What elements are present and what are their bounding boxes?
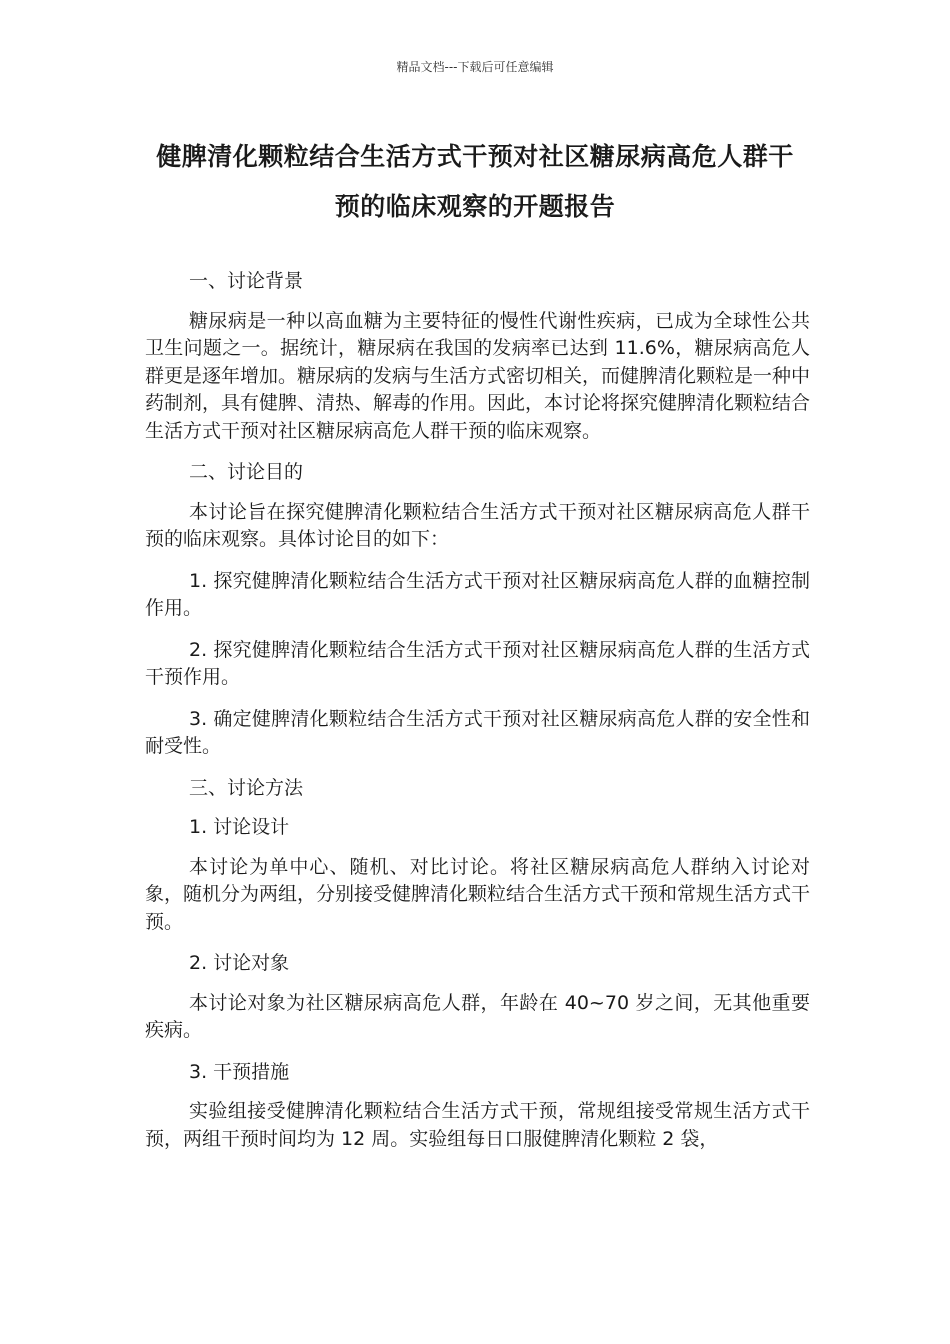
list-item-purpose-1: 1. 探究健脾清化颗粒结合生活方式干预对社区糖尿病高危人群的血糖控制作用。 [145,569,810,619]
paragraph-background: 糖尿病是一种以高血糖为主要特征的慢性代谢性疾病，已成为全球性公共卫生问题之一。据统计，糖尿病在我国的发病率已达到 11.6%，糖尿病高危人群更是逐年增加。糖尿病的发病与生活方式密切相关，而健脾清化颗粒是一种中药制剂，具有健脾、清热、解毒的作用。因此，本讨论将探究健脾清化颗粒结合生活方式干预对社区糖尿病高危人群干预的临床观察。 [145,309,811,442]
section-heading-purpose: 二、讨论目的 [189,461,304,483]
document-body [145,268,810,1167]
section-heading-method: 三、讨论方法 [189,776,304,799]
document-title: 健脾清化颗粒结合生活方式干预对社区糖尿病高危人群干预的临床观察的开题报告 [156,142,794,221]
subheading-design: 1. 讨论设计 [189,816,290,838]
subheading-subjects: 2. 讨论对象 [189,952,290,974]
paragraph-intervention: 实验组接受健脾清化颗粒结合生活方式干预，常规组接受常规生活方式干预，两组干预时间均为 12 周。实验组每日口服健脾清化颗粒 2 袋， [145,1100,810,1150]
section-heading-background: 一、讨论背景 [189,270,304,292]
subheading-intervention: 3. 干预措施 [189,1060,290,1083]
page-header: 精品文档---下载后可任意编辑 [396,60,554,74]
list-item-purpose-2: 2. 探究健脾清化颗粒结合生活方式干预对社区糖尿病高危人群的生活方式干预作用。 [145,638,810,688]
paragraph-design: 本讨论为单中心、随机、对比讨论。将社区糖尿病高危人群纳入讨论对象，随机分为两组，分别接受健脾清化颗粒结合生活方式干预和常规生活方式干预。 [145,855,811,933]
paragraph-purpose: 本讨论旨在探究健脾清化颗粒结合生活方式干预对社区糖尿病高危人群干预的临床观察。具体讨论目的如下： [145,500,810,550]
paragraph-subjects: 本讨论对象为社区糖尿病高危人群，年龄在 40~70 岁之间，无其他重要疾病。 [145,991,810,1041]
list-item-purpose-3: 3. 确定健脾清化颗粒结合生活方式干预对社区糖尿病高危人群的安全性和耐受性。 [145,707,810,757]
